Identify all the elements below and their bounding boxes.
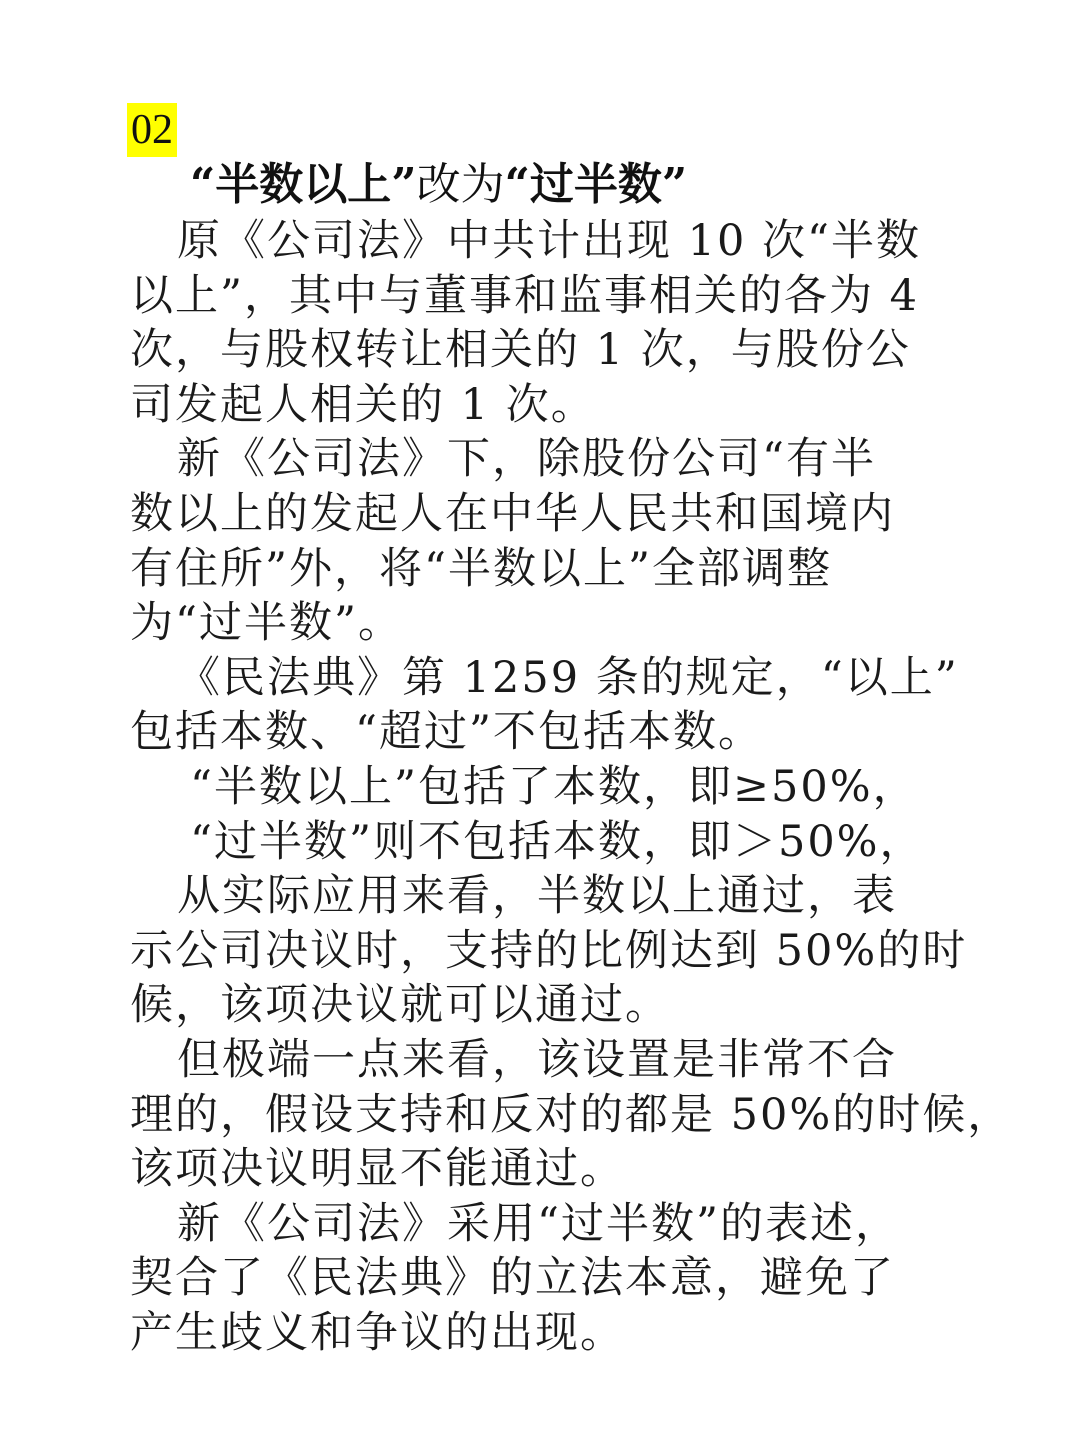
text-line: 但极端一点来看，该设置是非常不合 (177, 1034, 897, 1085)
text-line: 司发起人相关的 1 次。 (130, 379, 596, 430)
section-heading (190, 158, 687, 212)
text-line: 该项决议明显不能通过。 (130, 1144, 625, 1195)
text-line: 契合了《民法典》的立法本意，避免了 (130, 1253, 895, 1304)
text-line: 包括本数、“超过”不包括本数。 (130, 707, 763, 758)
text-line: 新《公司法》采用“过半数”的表述， (177, 1198, 900, 1249)
heading-part-3: “过半数” (504, 159, 688, 210)
text-line: 《民法典》第 1259 条的规定，“以上” (177, 652, 959, 703)
body-text (130, 214, 1013, 1360)
heading-part-1: “半数以上” (190, 159, 417, 210)
text-line: 从实际应用来看，半数以上通过，表 (177, 871, 897, 922)
text-line: 次，与股权转让相关的 1 次，与股份公 (130, 325, 911, 376)
text-line: “半数以上”包括了本数，即≥50%， (190, 761, 918, 812)
text-line: 以上”，其中与董事和监事相关的各为 4 (130, 270, 920, 321)
text-line: 原《公司法》中共计出现 10 次“半数 (177, 216, 922, 266)
text-line: 产生歧义和争议的出现。 (130, 1307, 625, 1358)
section-number-badge: 02 (127, 103, 177, 157)
text-line: 新《公司法》下，除股份公司“有半 (177, 434, 876, 485)
heading-part-2: 改为 (416, 159, 505, 210)
text-line: 数以上的发起人在中华人民共和国境内 (130, 488, 895, 539)
text-line: 有住所”外，将“半数以上”全部调整 (130, 543, 832, 594)
text-line: 为“过半数”。 (130, 598, 403, 649)
text-line: “过半数”则不包括本数，即＞50%， (190, 816, 925, 867)
text-line: 示公司决议时，支持的比例达到 50%的时 (130, 925, 968, 976)
text-line: 理的，假设支持和反对的都是 50%的时候， (130, 1089, 1013, 1140)
text-line: 候，该项决议就可以通过。 (130, 980, 670, 1031)
